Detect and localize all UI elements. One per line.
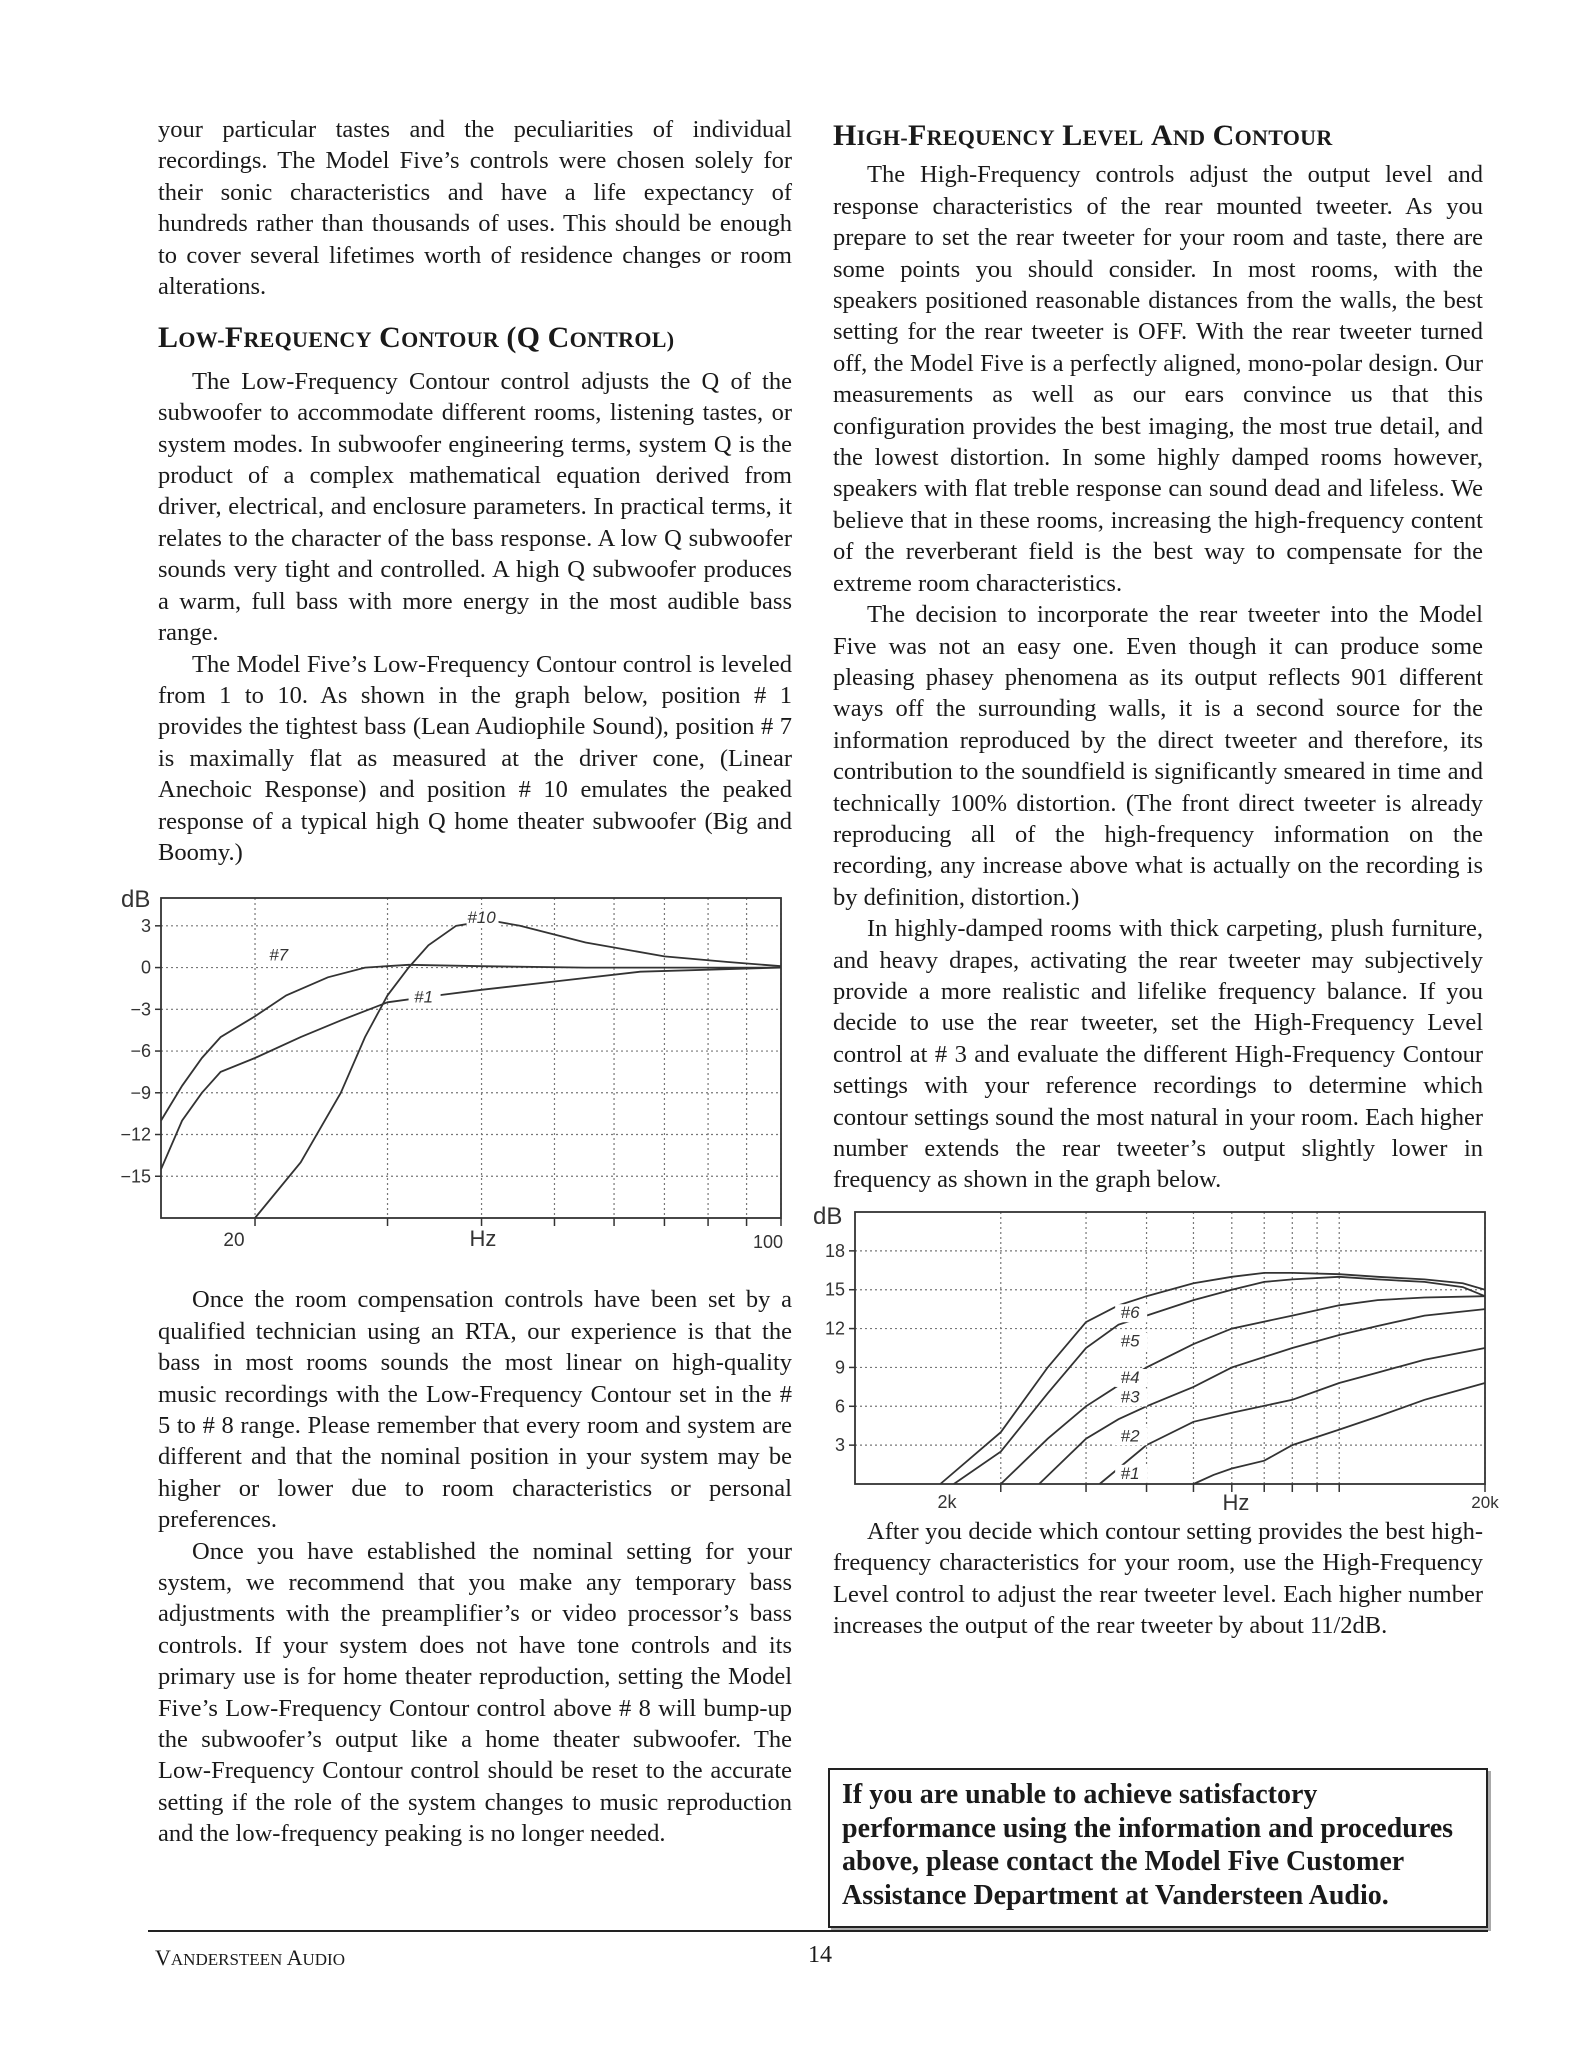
intro-paragraph: your particular tastes and the peculiarities of individual recordings. The Model Five’s controls were chosen solely for their sonic characteristics and have a life expectancy of hundreds rather than thousands of uses. This should be enough to cover several lifetimes worth of residence changes or room alterations. — [158, 116, 792, 301]
y-tick-label: 6 — [834, 1396, 845, 1417]
x-tick-label-20: 20 — [223, 1230, 245, 1252]
customer-assistance-callout — [828, 1768, 1488, 1928]
left-column — [120, 114, 792, 1850]
series-label-n4: #4 — [1120, 1367, 1140, 1387]
chart-y-label: dB — [813, 1202, 843, 1230]
footer-rule — [148, 1930, 1488, 1932]
y-tick-label: 18 — [824, 1240, 845, 1261]
hf-paragraph-4: After you decide which contour setting provides the best high-frequency characteristics for your room, use the High-Frequency Level control to adjust the rear tweeter level. Each higher number increases the output of the rear tweeter by about 11/2dB. — [833, 1517, 1483, 1640]
x-tick-label-100: 100 — [753, 1232, 784, 1253]
series-line-n6 — [940, 1273, 1485, 1484]
y-tick-label: 0 — [140, 957, 151, 978]
high-frequency-contour-chart — [813, 1200, 1503, 1514]
y-tick-label: −6 — [130, 1041, 151, 1062]
hf-paragraph-1: The High-Frequency controls adjust the output level and response characteristics of the rear mounted tweeter. As you prepare to set the rear tweeter for your room and taste, there are some points you should consider. In most rooms, with the speakers positioned reasonable distances from the walls, the best setting for the rear tweeter is OFF. With the rear tweeter turned off, the Model Five is a perfectly aligned, mono-polar design. Our measurements as well as our ears convince us that this configuration provides the best imaging, the most true detail, and the lowest distortion. In some highly damped rooms however, speakers with flat treble response can sound dead and lifeless. We believe that in these rooms, increasing the high-frequency content of the reverberant field is the best way to compensate for the extreme room characteristics. — [833, 161, 1483, 597]
y-tick-label: 3 — [834, 1434, 845, 1455]
chart-x-label: Hz — [1222, 1489, 1250, 1515]
chart-frame — [855, 1212, 1485, 1484]
x-tick-label-2k: 2k — [937, 1491, 957, 1512]
low-frequency-contour-chart — [120, 886, 784, 1278]
series-label-n1: #1 — [414, 987, 434, 1007]
chart-y-label: dB — [121, 886, 151, 914]
lf-contour-paragraph-1: The Low-Frequency Contour control adjusts the Q of the subwoofer to accommodate different rooms, listening tastes, or system modes. In subwoofer engineering terms, system Q is the product of a complex mathematical equation derived from driver, electrical, and enclosure parameters. In practical terms, it relates to the character of the bass response. A low Q subwoofer sounds very tight and controlled. A high Q subwoofer produces a warm, full bass with more energy in the most audible bass range. — [158, 367, 792, 647]
lf-contour-paragraph-2: The Model Five’s Low-Frequency Contour control is leveled from 1 to 10. As shown in the graph below, position # 1 provides the tightest bass (Lean Audiophile Sound), position # 7 is maximally flat as measured at the driver cone, (Linear Anechoic Response) and position # 10 emulates the peaked response of a typical high Q home theater subwoofer (Big and Boomy.) — [158, 650, 792, 866]
y-tick-label: −9 — [130, 1083, 151, 1104]
series-label-n2: #2 — [1120, 1426, 1140, 1446]
series-line-n7 — [161, 965, 781, 1121]
series-label-n6: #6 — [1120, 1303, 1140, 1323]
low-frequency-contour-heading: LOW-FREQUENCY CONTOUR (Q CONTROL) — [158, 321, 675, 355]
footer-brand: VANDERSTEEN AUDIO — [155, 1945, 345, 1970]
y-tick-label: 9 — [834, 1357, 845, 1378]
hf-paragraph-2: The decision to incorporate the rear tweeter into the Model Five was not an easy one. Even though it can produce some pleasing phasey phenomena as its output reflects 901 different ways off the surrounding walls, it is a second source for the information reproduced by the direct tweeter and therefore, its contribution to the soundfield is significantly smeared in time and technically 100% distortion. (The front direct tweeter is already reproducing all of the high-frequency information on the recording, any increase above what is actually on the recording is by definition, distortion.) — [833, 601, 1483, 911]
series-label-n5: #5 — [1120, 1331, 1140, 1351]
y-tick-label: −15 — [120, 1166, 151, 1187]
y-tick-label: 15 — [824, 1279, 845, 1300]
series-label-n1: #1 — [1120, 1463, 1140, 1483]
series-label-n7: #7 — [269, 945, 289, 965]
series-line-n10 — [255, 921, 781, 1219]
series-label-n10: #10 — [467, 908, 496, 928]
lf-contour-paragraph-4: Once you have established the nominal setting for your system, we recommend that you make any temporary bass adjustments with the preamplifier’s or video processor’s bass controls. If your system does not have tone controls and its primary use is for home theater reproduction, setting the Model Five’s Low-Frequency Contour control above # 8 will bump-up the subwoofer’s output like a home theater subwoofer. The Low-Frequency Contour control should be reset to the accurate setting if the role of the system changes to music reproduction and the low-frequency peaking is no longer needed. — [158, 1537, 792, 1848]
series-line-n1 — [161, 968, 781, 1170]
lf-contour-paragraph-3: Once the room compensation controls have been set by a qualified technician using an RTA, our experience is that the bass in most rooms sounds the most linear on high-quality music recordings with the Low-Frequency Contour set in the # 5 to # 8 range. Please remember that every room and system are different and that the nominal position in your system may be higher or lower due to room characteristics or personal preferences. — [158, 1286, 792, 1534]
x-tick-label-20k: 20k — [1471, 1492, 1499, 1512]
high-frequency-level-contour-heading: HIGH-FREQUENCY LEVEL AND CONTOUR — [833, 119, 1333, 152]
right-column — [813, 119, 1499, 1641]
series-line-n4 — [1001, 1296, 1485, 1484]
page-number: 14 — [808, 1942, 832, 1968]
y-tick-label: −12 — [120, 1124, 151, 1145]
hf-paragraph-3: In highly-damped rooms with thick carpeting, plush furniture, and heavy drapes, activating the rear tweeter may subjectively provide a more realistic and lifelike frequency balance. If you decide to use the rear tweeter, set the High-Frequency Level control at # 3 and evaluate the different High-Frequency Contour settings with your reference recordings to determine which contour settings sound the most natural in your room. Each higher number extends the rear tweeter’s output slightly lower in frequency as shown in the graph below. — [833, 915, 1483, 1194]
chart-x-label: Hz — [469, 1226, 497, 1252]
y-tick-label: 12 — [824, 1318, 845, 1339]
series-line-n3 — [1039, 1309, 1485, 1484]
series-label-n3: #3 — [1120, 1387, 1140, 1407]
y-tick-label: 3 — [140, 916, 151, 937]
y-tick-label: −3 — [130, 999, 151, 1020]
callout-text: If you are unable to achieve satisfactory performance using the information and procedures above, please contact the Model Five Customer Assistance Department at Vandersteen Audio. — [842, 1779, 1454, 1911]
